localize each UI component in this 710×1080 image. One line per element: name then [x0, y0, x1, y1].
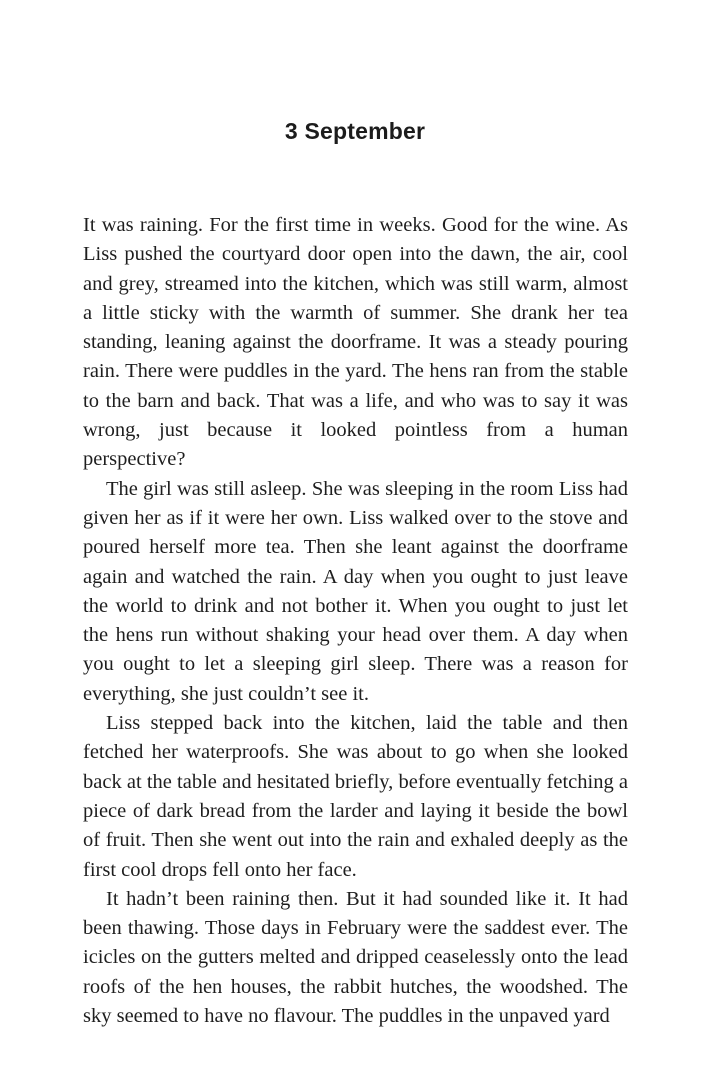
body-text — [83, 211, 628, 1031]
paragraph-1: It was raining. For the first time in weeks. Good for the wine. As Liss pushed the courtyard door open into the dawn, the air, cool and grey, streamed into the kitchen, which was still warm, almost a little sticky with the warmth of summer. She drank her tea standing, leaning against the doorframe. It was a steady pouring rain. There were puddles in the yard. The hens ran from the stable to the barn and back. That was a life, and who was to say it was wrong, just because it looked pointless from a human perspective? — [83, 214, 628, 471]
paragraph-3: Liss stepped back into the kitchen, laid the table and then fetched her waterproofs. She was about to go when she looked back at the table and hesitated briefly, before eventually fetching a piece of dark bread from the larder and laying it beside the bowl of fruit. Then she went out into the rain and exhaled deeply as the first cool drops fell onto her face. — [83, 712, 628, 881]
paragraph-2: The girl was still asleep. She was sleeping in the room Liss had given her as if it were her own. Liss walked over to the stove and poured herself more tea. Then she leant against the doorframe again and watched the rain. A day when you ought to just leave the world to drink and not bother it. When you ought to just let the hens run without shaking your head over them. A day when you ought to let a sleeping girl sleep. There was a reason for everything, she just couldn’t see it. — [83, 477, 628, 705]
chapter-title: 3 September — [284, 118, 426, 144]
paragraph-4: It hadn’t been raining then. But it had sounded like it. It had been thawing. Those days in February were the saddest ever. The icicles on the gutters melted and dripped ceaselessly onto the lead roofs of the hen houses, the rabbit hutches, the woodshed. The sky seemed to have no flavour. The puddles in the unpaved yard — [83, 887, 628, 1028]
